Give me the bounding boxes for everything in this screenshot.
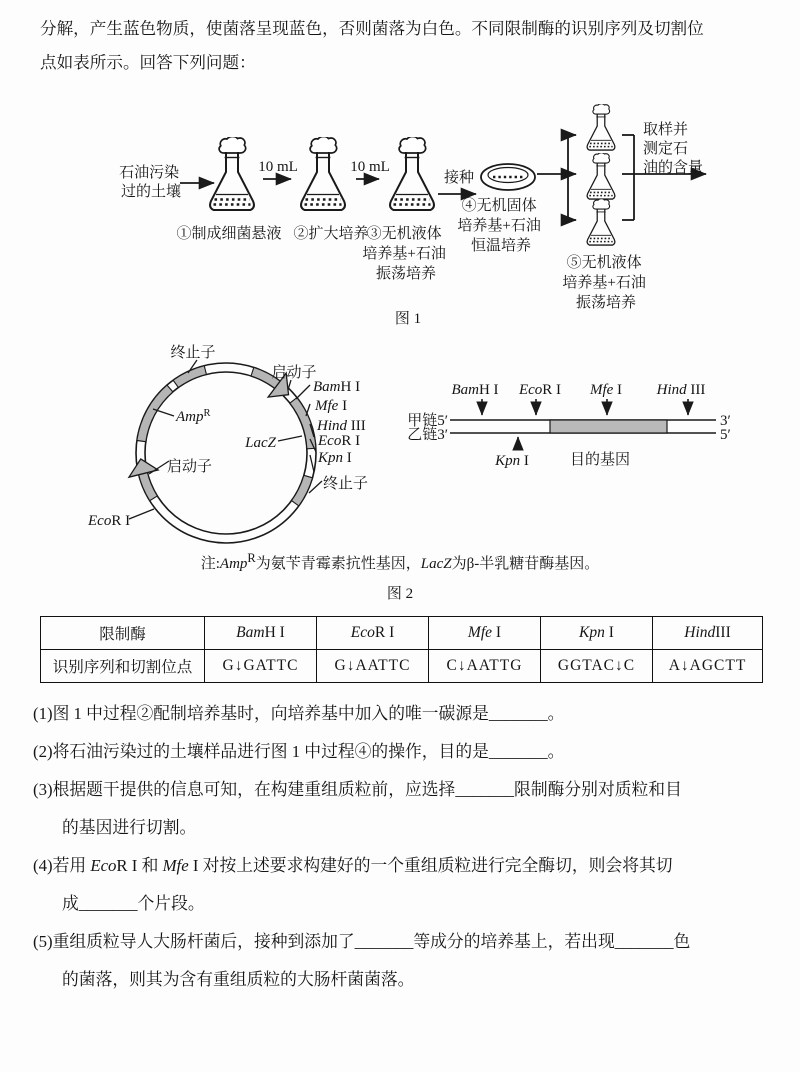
- terminator-right-label: 终止子: [323, 476, 369, 492]
- header-hindiii: HindIII: [653, 617, 763, 650]
- site-mfei-label: Mfe I: [315, 398, 348, 414]
- question-3-line1: (3)根据题干提供的信息可知，在构建重组质粒前，应选择_______限制酶分别对质粒和目: [33, 780, 682, 799]
- header-ecori: EcoR I: [317, 617, 429, 650]
- end-5prime-label: 5′: [720, 427, 731, 443]
- question-4-line2: 成_______个片段。: [62, 894, 205, 913]
- header-kpni: Kpn I: [541, 617, 653, 650]
- sample-measure-label: 取样并 测定石 油的含量: [643, 122, 704, 176]
- intro-line-1: 分解，产生蓝色物质，使菌落呈现蓝色，否则菌落为白色。不同限制酶的识别序列及切割位: [40, 19, 704, 38]
- lacz-label: LacZ: [245, 435, 276, 451]
- target-gene-map: [407, 382, 731, 469]
- strand-bottom-label: 乙链3′: [407, 427, 448, 443]
- plasmid-segments: [129, 366, 316, 506]
- header-mfei: Mfe I: [429, 617, 541, 650]
- fig1-step1-label: ①制成细菌悬液: [176, 226, 282, 242]
- question-5-line2: 的菌落，则其为含有重组质粒的大肠杆菌菌落。: [62, 970, 415, 989]
- inoculate-label: 接种: [443, 170, 475, 186]
- flask-small-bottom-icon: [587, 199, 615, 245]
- volume1-label: 10 mL: [258, 159, 298, 175]
- petri-dish-icon: [481, 164, 535, 190]
- flask3-icon: [390, 137, 434, 210]
- header-bamhi: BamH I: [205, 617, 317, 650]
- row-label: 识别序列和切割位点: [41, 650, 205, 683]
- question-1: (1)图 1 中过程②配制培养基时，向培养基中加入的唯一碳源是_______。: [33, 704, 565, 723]
- figure1-caption: 图 1: [394, 311, 422, 327]
- gene-site-hindiii-label: Hind III: [656, 382, 706, 398]
- figure1-flowchart: [30, 95, 790, 335]
- figure2-caption: 图 2: [386, 586, 414, 602]
- figure2-plasmid-and-gene: [60, 335, 770, 553]
- site-hindiii-label: Hind III: [317, 418, 366, 434]
- seq-kpni: GGTAC↓C: [541, 650, 653, 683]
- note-amp-sup: R: [247, 551, 256, 565]
- site-kpni-label: Kpn I: [318, 450, 352, 466]
- note-prefix: 注:: [200, 556, 220, 572]
- flask-small-top-icon: [587, 104, 615, 150]
- plasmid-map: [87, 344, 368, 543]
- note-lacz: LacZ: [420, 556, 452, 572]
- header-enzyme: 限制酶: [41, 617, 205, 650]
- flask1-icon: [210, 137, 254, 210]
- branch-bracket-left: [537, 135, 576, 220]
- seq-mfei: C↓AATTG: [429, 650, 541, 683]
- promoter-top-label: 启动子: [271, 365, 317, 381]
- end-3prime-label: 3′: [720, 413, 731, 429]
- gene-site-ecori-label: EcoR I: [518, 382, 562, 398]
- seq-bamhi: G↓GATTC: [205, 650, 317, 683]
- restriction-enzyme-table: [40, 616, 763, 683]
- question-3-line2: 的基因进行切割。: [62, 818, 197, 837]
- plasmid-leader-lines: [129, 360, 322, 519]
- soil-label: 石油污染 过的土壤: [119, 165, 182, 200]
- target-gene-label: 目的基因: [569, 452, 631, 468]
- note-mid: 为氨苄青霉素抗性基因，: [255, 556, 421, 572]
- gene-site-mfei-label: Mfe I: [589, 382, 623, 398]
- question-block: [33, 695, 780, 999]
- flask2-icon: [301, 137, 345, 210]
- fig1-step3-label: ③无机液体 培养基+石油 振荡培养: [362, 226, 446, 282]
- volume2-label: 10 mL: [350, 159, 390, 175]
- intro-line-2: 点如表所示。回答下列问题：: [40, 53, 256, 72]
- note-suffix: 为β-半乳糖苷酶基因。: [451, 556, 600, 572]
- seq-hindiii: A↓AGCTT: [653, 650, 763, 683]
- promoter-left-label: 启动子: [167, 459, 213, 475]
- site-ecori-label: EcoR I: [318, 433, 361, 449]
- ecori-bottom-label: EcoR I: [88, 513, 131, 529]
- terminator-top-label: 终止子: [170, 345, 216, 361]
- site-bamhi-label: BamH I: [313, 379, 361, 395]
- fig1-step2-label: ②扩大培养: [293, 226, 369, 242]
- question-2: (2)将石油污染过的土壤样品进行图 1 中过程④的操作，目的是_______。: [33, 742, 565, 761]
- figure2-note: [0, 551, 800, 573]
- fig1-step4-label: ④无机固体 培养基+石油 恒温培养: [457, 198, 541, 254]
- flask-small-mid-icon: [587, 153, 615, 199]
- gene-site-bamhi-label: BamH I: [451, 382, 499, 398]
- strand-top-label: 甲链5′: [407, 413, 448, 429]
- target-gene-box: [550, 420, 667, 433]
- table-sequence-row: [41, 650, 763, 683]
- seq-ecori: G↓AATTC: [317, 650, 429, 683]
- question-5-line1: (5)重组质粒导人大肠杆菌后，接种到添加了_______等成分的培养基上，若出现_______色: [33, 932, 691, 951]
- table-header-row: [41, 617, 763, 650]
- question-4-line1: (4)若用 EcoR I 和 Mfe I 对按上述要求构建好的一个重组质粒进行完全酶切，则会将其切: [33, 856, 673, 875]
- intro-paragraph: [40, 12, 774, 80]
- note-amp: Amp: [219, 556, 248, 572]
- gene-site-kpni-label: Kpn I: [495, 453, 529, 469]
- fig1-step5-label: ⑤无机液体 培养基+石油 振荡培养: [562, 255, 646, 311]
- amp-label: Amp$^R$: [176, 408, 211, 425]
